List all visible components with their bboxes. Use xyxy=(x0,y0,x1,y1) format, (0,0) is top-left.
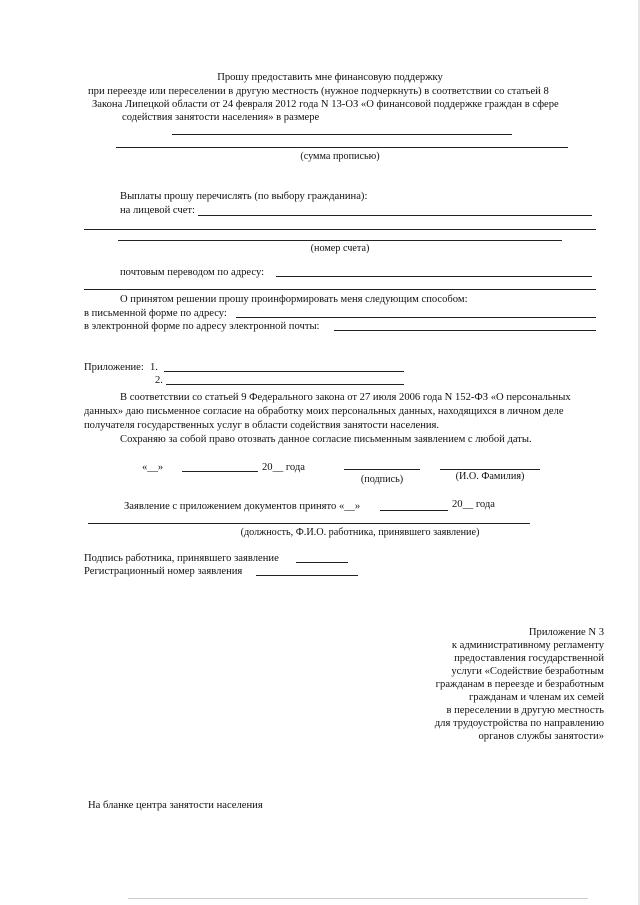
registration-line xyxy=(256,575,358,576)
account-label: на лицевой счет: xyxy=(120,205,195,216)
appendix-line-5: гражданам в переезде и безработным xyxy=(435,679,604,690)
consent-line-2: данных» даю письменное согласие на обработку моих персональных данных, находящихся в личном деле xyxy=(84,406,564,417)
employee-signature-line xyxy=(296,562,348,563)
postal-label: почтовым переводом по адресу: xyxy=(120,267,265,278)
amount-line-1 xyxy=(172,134,512,135)
date-month-line xyxy=(182,471,258,472)
attachment-line-2 xyxy=(166,384,404,385)
appendix-line-6: гражданам и членам их семей xyxy=(468,692,604,703)
acceptance-text: Заявление с приложением документов принято «__» xyxy=(124,501,361,512)
account-line-1 xyxy=(198,215,592,216)
appendix-line-8: для трудоустройства по направлению xyxy=(434,718,604,729)
acceptance-month-line xyxy=(380,510,448,511)
consent-line-1: В соответствии со статьей 9 Федерального закона от 27 июля 2006 года N 152-ФЗ «О персональных xyxy=(120,392,571,403)
email-label: в электронной форме по адресу электронной почты: xyxy=(84,321,320,332)
attachment-item-2: 2. xyxy=(155,375,163,386)
signature-caption: (подпись) xyxy=(360,474,404,485)
attachment-line-1 xyxy=(164,371,404,372)
request-line-3: содействия занятости населения» в размере xyxy=(122,112,320,123)
appendix-line-2: к административному регламенту xyxy=(451,640,604,651)
appendix-line-9: органов службы занятости» xyxy=(478,731,604,742)
scan-bottom-edge xyxy=(128,898,588,899)
employee-signature-label: Подпись работника, принявшего заявление xyxy=(84,553,279,564)
written-line xyxy=(236,317,596,318)
request-title: Прошу предоставить мне финансовую поддержку xyxy=(217,72,443,83)
request-line-2: Закона Липецкой области от 24 февраля 2012 года N 13-ОЗ «О финансовой поддержке граждан в сфере xyxy=(92,99,559,110)
appendix-line-4: услуги «Содействие безработным xyxy=(451,666,604,677)
acceptance-line xyxy=(88,523,530,524)
date-year: 20__ года xyxy=(262,462,306,473)
registration-label: Регистрационный номер заявления xyxy=(84,566,243,577)
signature-line xyxy=(344,469,420,470)
acceptance-year: 20__ года xyxy=(452,499,496,510)
postal-line-1 xyxy=(276,276,592,277)
date-day: «__» xyxy=(142,462,164,473)
appendix-line-3: предоставления государственной xyxy=(454,653,604,664)
payment-intro: Выплаты прошу перечислять (по выбору гражданина): xyxy=(120,191,368,202)
name-caption: (И.О. Фамилия) xyxy=(455,471,525,482)
amount-line-2 xyxy=(116,147,568,148)
notify-intro: О принятом решении прошу проинформировать меня следующим способом: xyxy=(120,294,468,305)
account-line-2 xyxy=(84,229,596,230)
email-line xyxy=(334,330,596,331)
account-line-3 xyxy=(118,240,562,241)
attachments-label: Приложение: xyxy=(84,362,144,373)
written-label: в письменной форме по адресу: xyxy=(84,308,227,319)
letterhead-note: На бланке центра занятости населения xyxy=(88,800,263,811)
attachment-item-1: 1. xyxy=(150,362,158,373)
postal-line-2 xyxy=(84,289,596,290)
appendix-line-7: в переселении в другую местность xyxy=(446,705,604,716)
account-caption: (номер счета) xyxy=(310,243,370,254)
amount-caption: (сумма прописью) xyxy=(300,151,380,162)
request-line-1: при переезде или переселении в другую местность (нужное подчеркнуть) в соответствии со статьей 8 xyxy=(88,86,549,97)
name-line xyxy=(440,469,540,470)
appendix-line-1: Приложение N 3 xyxy=(528,627,604,638)
acceptance-caption: (должность, Ф.И.О. работника, принявшего заявление) xyxy=(240,527,480,538)
consent-retain: Сохраняю за собой право отозвать данное согласие письменным заявлением с любой даты. xyxy=(120,434,532,445)
consent-line-3: получателя государственных услуг в области содействия занятости населения. xyxy=(84,420,440,431)
